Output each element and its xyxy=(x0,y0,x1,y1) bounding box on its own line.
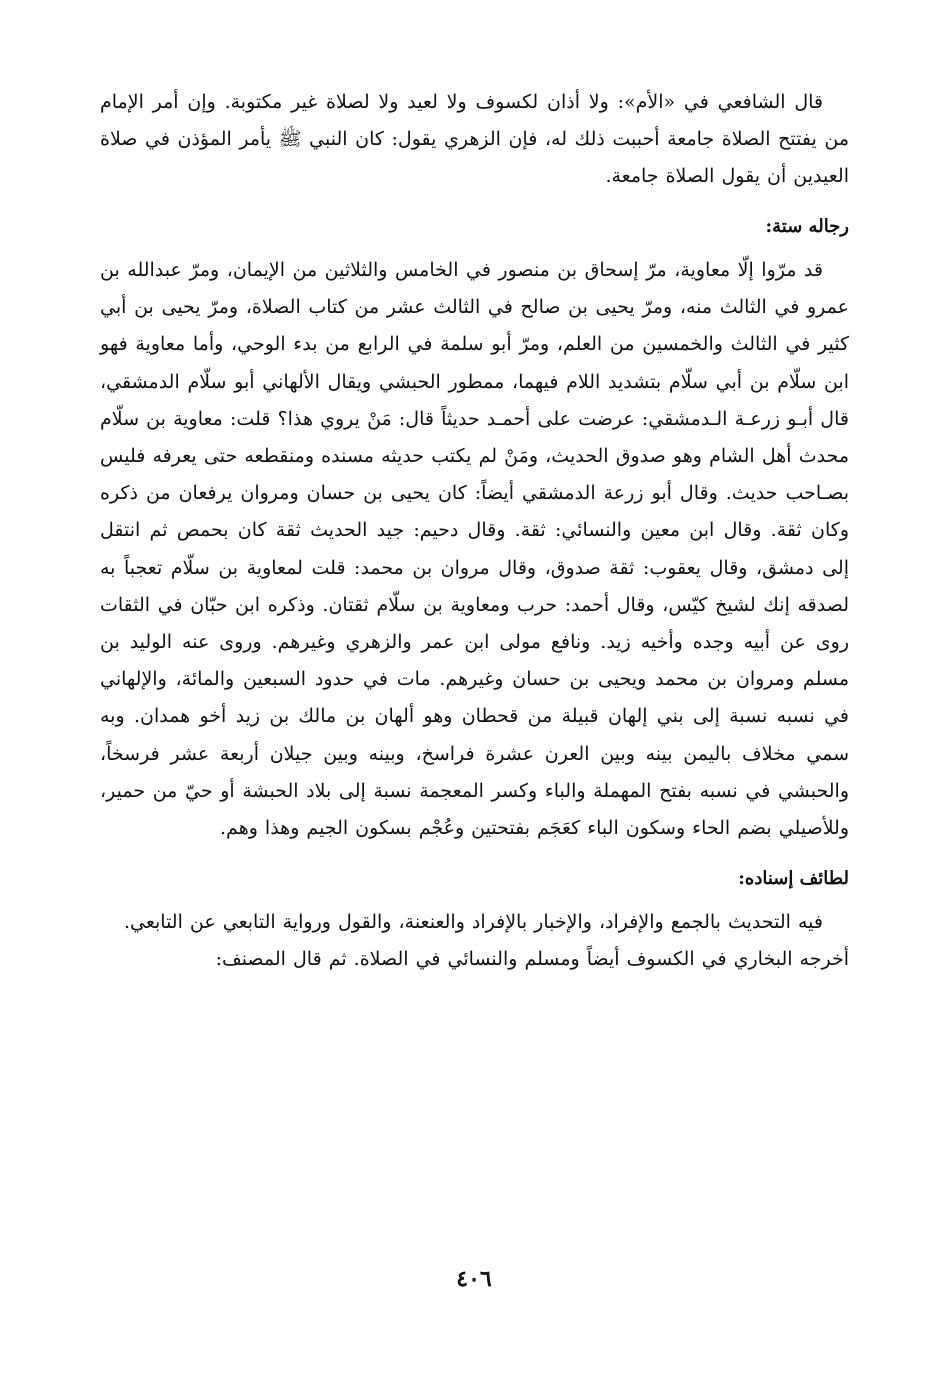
isnad-subtleties-heading: لطائف إسناده: xyxy=(738,868,849,889)
narrators-paragraph-block xyxy=(100,252,849,847)
takhrij-paragraph: أخرجه البخاري في الكسوف أيضاً ومسلم والنسائي في الصلاة. ثم قال المصنف: xyxy=(215,948,849,971)
intro-paragraph-block xyxy=(100,84,849,196)
page-number: ٤٠٦ xyxy=(456,1266,492,1292)
narrators-paragraph: قد مرّوا إلّا معاوية، مرّ إسحاق بن منصور في الخامس والثلاثين من الإيمان، ومرّ عبدالله بن عمرو في الثالث منه، ومرّ يحيى بن صالح في الثالث عشر من كتاب الصلاة، ومرّ يحيى بن أبي كثير في الثالث والخمسين من العلم، ومرّ أبو سلمة في الرابع من بدء الوحي، وأما معاوية فهو ابن سلّام بن أبي سلّام بتشديد اللام فيهما، ممطور الحبشي ويقال الألهاني أبو سلّام الدمشقي، قال أبـو زرعـة الـدمشقي: عرضت على أحمـد حديثاً قال: مَنْ يروي هذا؟ قلت: معاوية بن سلّام محدث أهل الشام وهو صدوق الحديث، ومَنْ لم يكتب حديثه مسنده ومنقطعه حتى يعرفه فليس بصـاحب حديث. وقال أبو زرعة الدمشقي أيضاً: كان يحيى بن حسان ومروان يرفعان من ذكره وكان ثقة. وقال ابن معين والنسائي: ثقة. وقال دحيم: جيد الحديث ثقة كان بحمص ثم انتقل إلى دمشق، وقال يعقوب: ثقة صدوق، وقال مروان بن محمد: قلت لمعاوية بن سلّام تعجباً به لصدقه إنك لشيخ كيّس، وقال أحمد: حرب ومعاوية بن سلّام ثقتان. وذكره ابن حبّان في الثقات روى عن أبيه وجده وأخيه زيد. ونافع مولى ابن عمر والزهري وغيرهم. وروى عنه الوليد بن مسلم ومروان بن محمد ويحيى بن حسان وغيرهم. مات في حدود السبعين والمائة، والإلهاني في نسبه نسبة إلى بني إلهان قبيلة من قحطان وهو ألهان بن مالك بن زيد أخو همدان. وبه سمي مخلاف باليمن بينه وبين العرن عشرة فراسخ، وبينه وبين جيلان أربعة عشر فرسخاً، والحبشي في نسبه بفتح المهملة والباء وكسر المعجمة نسبة إلى بلاد الحبشة أو حيّ من حمير، وللأصيلي بضم الحاء وسكون الباء كعَجَم بفتحتين وعُجْم بسكون الجيم وهذا وهم. xyxy=(100,259,849,840)
shafii-quote-paragraph: قال الشافعي في «الأم»: ولا أذان لكسوف ولا لعيد ولا لصلاة غير مكتوبة. وإن أمر الإمام من يفتتح الصلاة جامعة أحببت ذلك له، فإن الزهري يقول: كان النبي ﷺ يأمر المؤذن في صلاة العيدين أن يقول الصلاة جامعة. xyxy=(100,91,849,188)
isnad-paragraph-block xyxy=(100,904,849,978)
narrators-heading: رجاله ستة: xyxy=(765,216,849,237)
isnad-subtleties-paragraph: فيه التحديث بالجمع والإفراد، والإخبار بالإفراد والعنعنة، والقول ورواية التابعي عن التابعي. xyxy=(123,911,823,933)
